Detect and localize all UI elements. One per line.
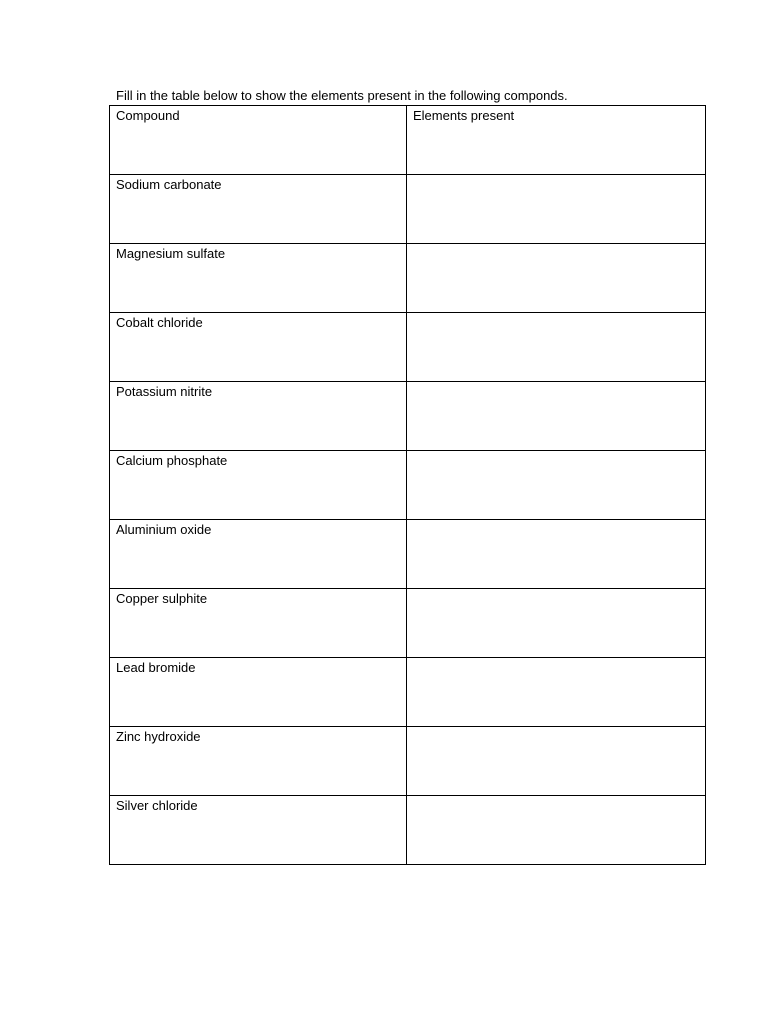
- table-row: [110, 589, 706, 658]
- table-row: [110, 520, 706, 589]
- elements-present-cell[interactable]: [407, 658, 706, 727]
- table-row: [110, 451, 706, 520]
- elements-present-cell[interactable]: [407, 382, 706, 451]
- elements-present-cell[interactable]: [407, 175, 706, 244]
- compound-cell: Sodium carbonate: [110, 175, 407, 244]
- compound-cell: Calcium phosphate: [110, 451, 407, 520]
- table-header-row: [110, 106, 706, 175]
- table-row: [110, 244, 706, 313]
- table-row: [110, 727, 706, 796]
- compound-cell: Silver chloride: [110, 796, 407, 865]
- compound-cell: Magnesium sulfate: [110, 244, 407, 313]
- elements-present-cell[interactable]: [407, 520, 706, 589]
- table-row: [110, 796, 706, 865]
- table-row: [110, 175, 706, 244]
- elements-present-cell[interactable]: [407, 727, 706, 796]
- instruction-text: Fill in the table below to show the elements present in the following componds.: [116, 88, 568, 103]
- compound-cell: Copper sulphite: [110, 589, 407, 658]
- elements-present-cell[interactable]: [407, 589, 706, 658]
- compound-cell: Lead bromide: [110, 658, 407, 727]
- column-header-elements-present: Elements present: [407, 106, 706, 175]
- table-row: [110, 382, 706, 451]
- table-row: [110, 658, 706, 727]
- compound-cell: Zinc hydroxide: [110, 727, 407, 796]
- elements-present-cell[interactable]: [407, 313, 706, 382]
- compounds-table: [109, 105, 706, 865]
- table-row: [110, 313, 706, 382]
- elements-present-cell[interactable]: [407, 244, 706, 313]
- elements-present-cell[interactable]: [407, 796, 706, 865]
- elements-present-cell[interactable]: [407, 451, 706, 520]
- compound-cell: Cobalt chloride: [110, 313, 407, 382]
- compound-cell: Aluminium oxide: [110, 520, 407, 589]
- compound-cell: Potassium nitrite: [110, 382, 407, 451]
- column-header-compound: Compound: [110, 106, 407, 175]
